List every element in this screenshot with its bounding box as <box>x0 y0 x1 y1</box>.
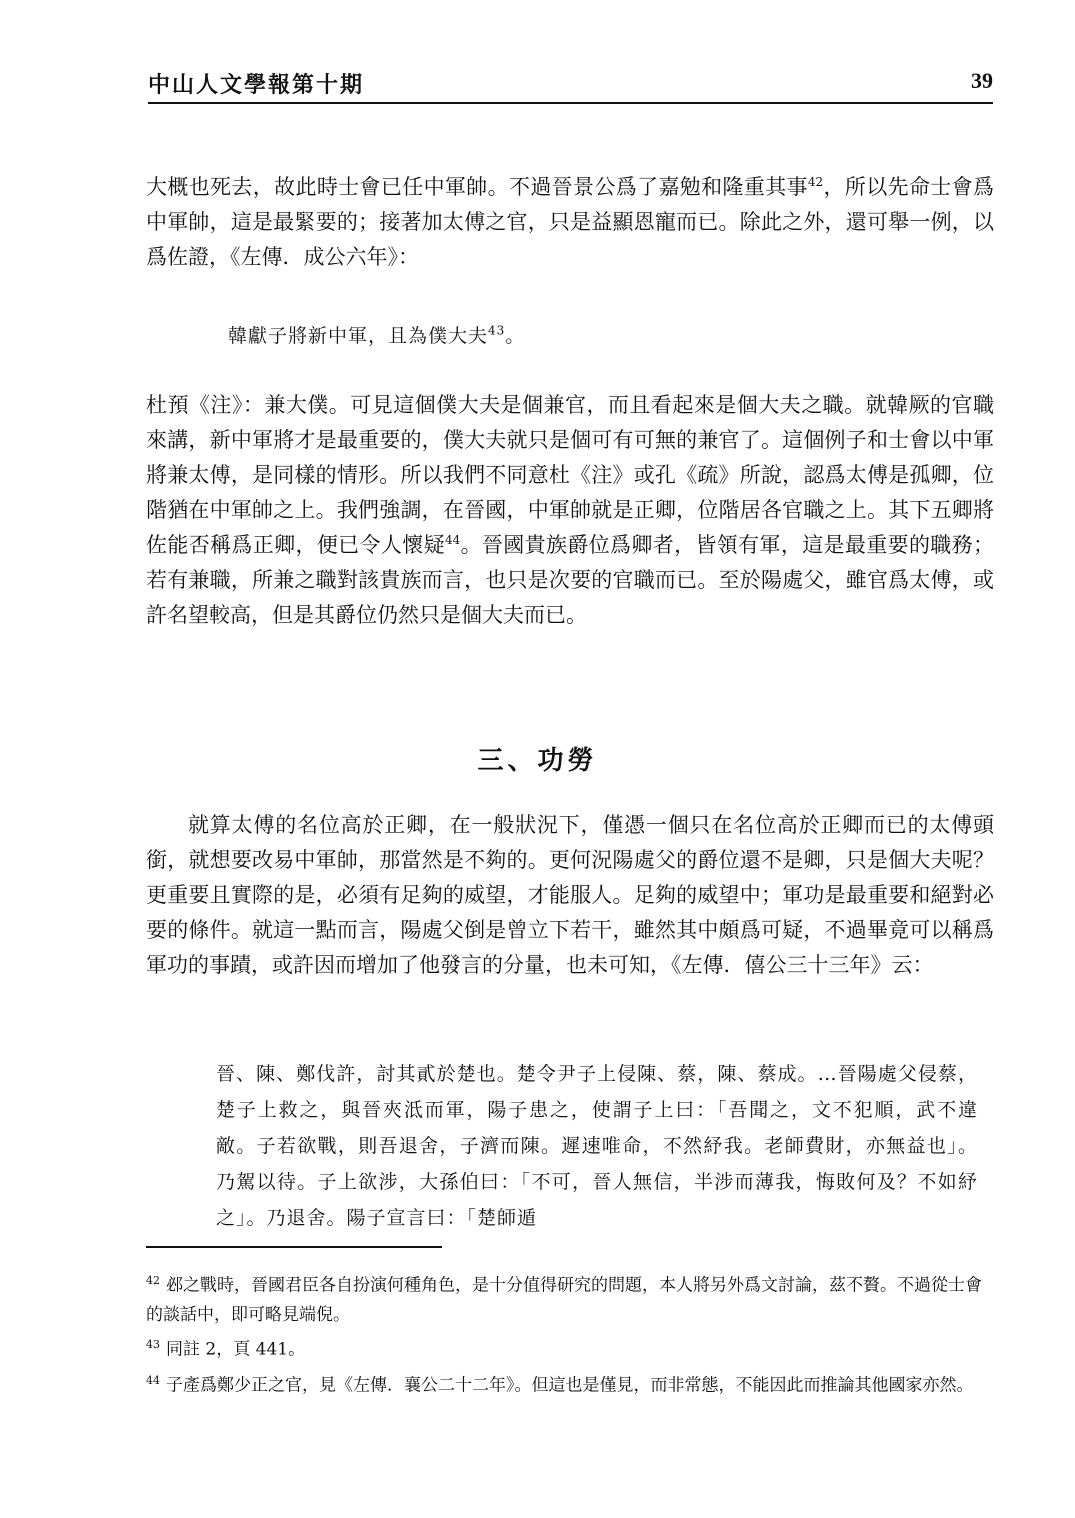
journal-title: 中山人文學報第十期 <box>148 73 365 98</box>
paragraph-1-text: 大概也死去，故此時士會已任中軍帥。不過晉景公爲了嘉勉和隆重其事 <box>146 175 808 199</box>
footnote-text: 同註 2，頁 441。 <box>166 1339 306 1360</box>
footnote-number: 42 <box>146 1274 160 1287</box>
page-number: 39 <box>971 68 993 93</box>
paragraph-2-text: 杜預《注》：兼大僕。可見這個僕大夫是個兼官，而且看起來是個大夫之職。就韓厥的官職來講，新中軍將才是最重要的，僕大夫就只是個可有可無的兼官了。這個例子和士會以中軍將兼太傅，是同樣的情形。所以我們不同意杜《注》或孔《疏》所說，認爲太傅是孤卿，位階猶在中軍帥之上。我們強調，在晉國，中軍帥就是正卿，位階居各官職之上。其下五卿將佐能否稱爲正卿，便已令人懷疑 <box>146 393 994 557</box>
footnote-text: 邲之戰時，晉國君臣各自扮演何種角色，是十分值得研究的問題，本人將另外爲文討論，茲不贅。不過從士會的談話中，即可略見端倪。 <box>146 1275 982 1325</box>
footnote-ref-42[interactable]: 42 <box>807 175 824 189</box>
paragraph-2-text-cont: 。晉國貴族爵位爲卿者，皆領有軍，這是最重要的職務；若有兼職，所兼之職對該貴族而言，也只是次要的官職而已。至於陽處父，雖官爲太傅，或許名望較高，但是其爵位仍然只是個大夫而已。 <box>146 533 995 627</box>
paragraph-3: 就算太傅的名位高於正卿，在一般狀況下，僅憑一個只在名位高於正卿而已的太傅頭銜，就想要改易中軍帥，那當然是不夠的。更何況陽處父的爵位還不是卿，只是個大夫呢？更重要且實際的是，必須有足夠的威望，才能服人。足夠的威望中；軍功是最重要和絕對必要的條件。就這一點而言，陽處父倒是曾立下若干，雖然其中頗爲可疑，不過畢竟可以稱爲軍功的事蹟，或許因而增加了他發言的分量，也未可知，《左傳．僖公三十三年》云： <box>146 813 994 977</box>
footnote-42 <box>146 1266 994 1330</box>
paragraph-1 <box>146 170 994 275</box>
footnote-divider <box>146 1246 442 1248</box>
footnote-44 <box>146 1366 994 1401</box>
footnote-number: 44 <box>146 1374 160 1387</box>
footnote-text: 子產爲鄭少正之官，見《左傳．襄公二十二年》。但這也是僅見，而非常態，不能因此而推論其他國家亦然。 <box>166 1375 974 1396</box>
footnote-43 <box>146 1330 994 1365</box>
block-quote-1-text: 韓獻子將新中軍，且為僕大夫 <box>228 325 489 347</box>
block-quote-1-end: 。 <box>505 325 526 347</box>
block-quote-1 <box>228 318 990 354</box>
running-header <box>148 66 993 104</box>
paragraph-2 <box>146 388 994 633</box>
paragraph-1-text-cont: ，所以先命士會爲中軍帥，這是最緊要的；接著加太傅之官，只是益顯恩寵而已。除此之外，還可舉一例，以爲佐證，《左傳．成公六年》： <box>146 175 995 269</box>
section-heading: 三、功勞 <box>477 746 598 776</box>
block-quote-2: 晉、陳、鄭伐許，討其貳於楚也。楚令尹子上侵陳、蔡，陳、蔡成。…晉陽處父侵蔡，楚子上救之，與晉夾泜而軍，陽子患之，使謂子上曰：「吾聞之，文不犯順，武不違敵。子若欲戰，則吾退舍，子濟而陳。遲速唯命，不然紓我。老師費財，亦無益也」。乃駕以待。子上欲涉，大孫伯曰：「不可，晉人無信，半涉而薄我，悔敗何及？不如紓之」。乃退舍。陽子宣言曰：「楚師遁 <box>216 1063 978 1229</box>
footnote-number: 43 <box>146 1338 160 1351</box>
footnote-ref-43[interactable]: 43 <box>488 323 506 338</box>
footnote-ref-44[interactable]: 44 <box>444 533 461 547</box>
